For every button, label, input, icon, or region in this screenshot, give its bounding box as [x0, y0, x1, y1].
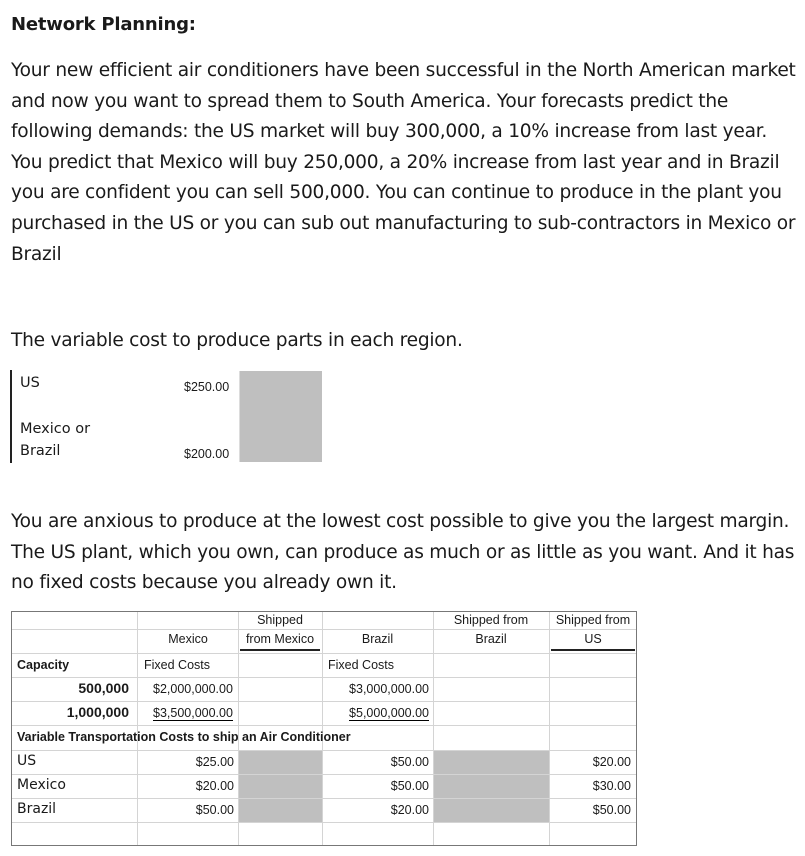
transport-us-to-brazil: $50.00	[390, 755, 429, 769]
transport-brazil-to-mexico: $50.00	[195, 803, 234, 817]
intro-paragraph: Your new efficient air conditioners have been successful in the North American market and now you want to spread them to South America. Your forecasts predict the following demands: the US market will buy 300,000, a 10% increase from last year. You predict that Mexico will buy 250,000, a 20% increase from last year and in Brazil you are confident you can sell 500,000. You can continue to produce in the plant you purchased in the US or you can sub out manufacturing to sub-contractors in Mexico or Brazil	[11, 60, 796, 265]
transport-costs-label: Variable Transportation Costs to ship an Air Conditioner	[17, 730, 351, 744]
transport-us-to-us: $20.00	[592, 755, 631, 769]
transport-brazil-to-brazil: $20.00	[390, 803, 429, 817]
variable-cost-heading: The variable cost to produce parts in each region.	[11, 330, 463, 351]
transport-origin-brazil: Brazil	[17, 801, 57, 817]
fixed-cost-mexico: $3,500,000.00	[153, 706, 233, 720]
us-cost-value: $250.00	[184, 380, 230, 394]
page-title: Network Planning:	[11, 14, 196, 35]
transport-origin-us: US	[17, 753, 37, 769]
transport-mexico-to-mexico: $20.00	[195, 779, 234, 793]
capacity-value: 1,000,000	[66, 704, 129, 720]
transport-brazil-to-us: $50.00	[592, 803, 631, 817]
network-cost-table	[11, 611, 637, 846]
fixed-cost-mexico: $2,000,000.00	[153, 682, 233, 696]
header-shipped-from-brazil-1: Shipped from	[453, 613, 529, 627]
capacity-label: Capacity	[17, 658, 70, 672]
transport-us-to-mexico: $25.00	[195, 755, 234, 769]
mexico-brazil-label-1: Mexico or	[20, 421, 91, 437]
header-mexico: Mexico	[168, 632, 208, 646]
header-shipped-from-mexico-2: from Mexico	[245, 632, 315, 646]
transport-origin-mexico: Mexico	[17, 777, 66, 793]
mexico-brazil-cost-value: $200.00	[184, 447, 230, 461]
lowest-cost-paragraph: You are anxious to produce at the lowest cost possible to give you the largest margin. The US plant, which you own, can produce as much or as little as you want. And it has no fixed costs because you already own it.	[11, 511, 795, 594]
header-shipped-from-mexico-1: Shipped	[257, 613, 303, 627]
left-rule	[10, 370, 12, 463]
us-label: US	[20, 375, 40, 391]
mexico-brazil-label-2: Brazil	[20, 443, 61, 459]
capacity-value: 500,000	[78, 680, 129, 696]
fixed-costs-label-mexico: Fixed Costs	[144, 658, 210, 672]
fixed-cost-brazil: $3,000,000.00	[349, 682, 429, 696]
fixed-costs-label-brazil: Fixed Costs	[328, 658, 394, 672]
header-shipped-from-us-1: Shipped from	[555, 613, 631, 627]
header-shipped-from-brazil-2: Brazil	[475, 632, 507, 646]
header-brazil: Brazil	[361, 632, 394, 646]
header-shipped-from-us-2: US	[584, 632, 602, 646]
fixed-cost-brazil: $5,000,000.00	[349, 706, 429, 720]
transport-mexico-to-brazil: $50.00	[390, 779, 429, 793]
transport-mexico-to-us: $30.00	[592, 779, 631, 793]
grey-input-box[interactable]	[239, 371, 322, 462]
